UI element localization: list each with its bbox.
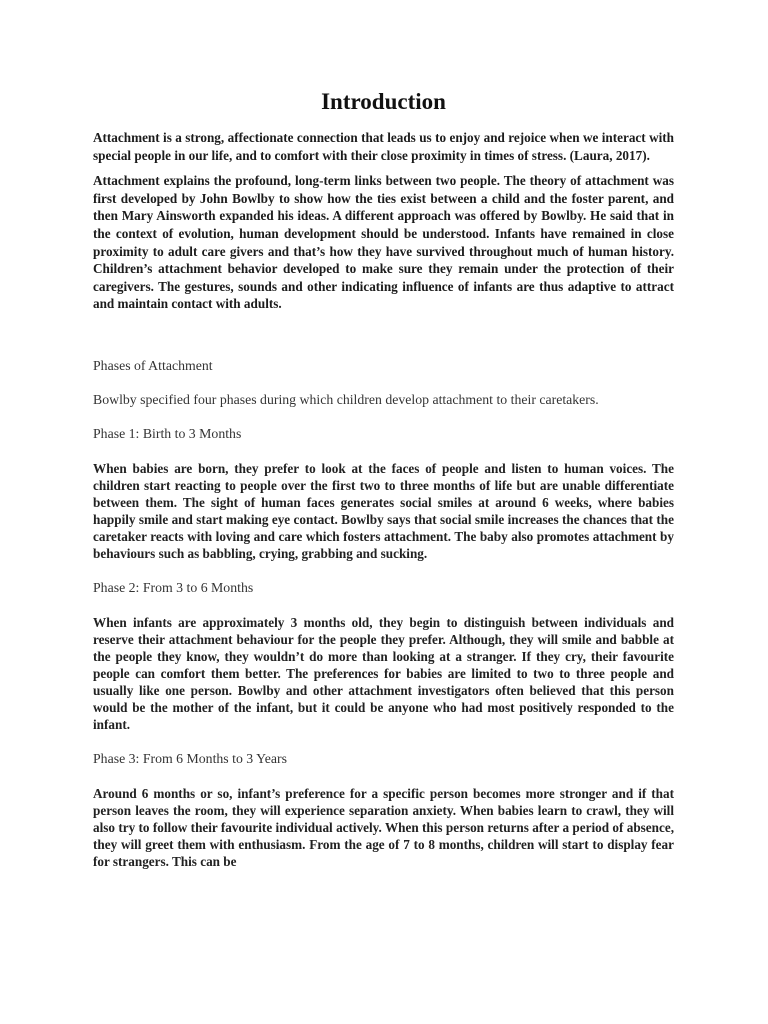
spacer [93,443,674,460]
phase-1-heading: Phase 1: Birth to 3 Months [93,425,242,441]
phases-heading: Phases of Attachment [93,357,213,373]
document-page [93,84,674,870]
page-title: Introduction [321,89,446,114]
intro-paragraph-2: Attachment explains the profound, long-term links between two people. The theory of attachment was first developed by John Bowlby to show how the ties exist between a child and the foster parent, and then Mary Ainsworth expanded his ideas. A different approach was offered by Bowlby. He said that in the context of evolution, human development should be understood. Infants have remained in close proximity to adult care givers and that’s how they have survived throughout much of human history. Children’s attachment behavior developed to make sure they remain under the protection of their caregivers. The gestures, sounds and other indicating influence of infants are thus adaptive to attract and maintain contact with adults. [93,173,674,312]
spacer [93,409,674,425]
phase-2-heading: Phase 2: From 3 to 6 Months [93,579,254,595]
spacer [93,562,674,579]
spacer [93,597,674,614]
phase-2-text: When infants are approximately 3 months old, they begin to distinguish between individuals and reserve their attachment behaviour for the people they prefer. Although, they will smile and babble at the people they know, they wouldn’t do more than looking at a stranger. If they cry, their favourite people can comfort them better. The preferences for babies are limited to two to three people and usually like one person. Bowlby and other attachment investigators often believed that this person would be the mother of the infant, but it could be anyone who had most positively responded to the infant. [93,614,674,732]
intro-paragraph-1: Attachment is a strong, affectionate connection that leads us to enjoy and rejoice when we interact with special people in our life, and to comfort with their close proximity in times of stress. (Laura, 2017). [93,130,674,163]
spacer [93,375,674,391]
phases-intro: Bowlby specified four phases during which children develop attachment to their caretakers. [93,391,599,407]
section-spacer [93,321,674,357]
spacer [93,733,674,750]
phase-3-text: Around 6 months or so, infant’s preference for a specific person becomes more stronger and if that person leaves the room, they will experience separation anxiety. When babies learn to crawl, they will also try to follow their favourite individual actively. When this person returns after a period of absence, they will greet them with enthusiasm. From the age of 7 to 8 months, children will start to display fear for strangers. This can be [93,785,674,869]
phase-1-text: When babies are born, they prefer to look at the faces of people and listen to human voices. The children start reacting to people over the first two to three months of life but are unable differentiate between them. The sight of human faces generates social smiles at around 6 weeks, where babies happily smile and start making eye contact. Bowlby says that social smile increases the chances that the caretaker reacts with loving and care which fosters attachment. The baby also promotes attachment by behaviours such as babbling, crying, grabbing and sucking. [93,460,674,561]
spacer [93,768,674,785]
phase-3-heading: Phase 3: From 6 Months to 3 Years [93,750,287,766]
